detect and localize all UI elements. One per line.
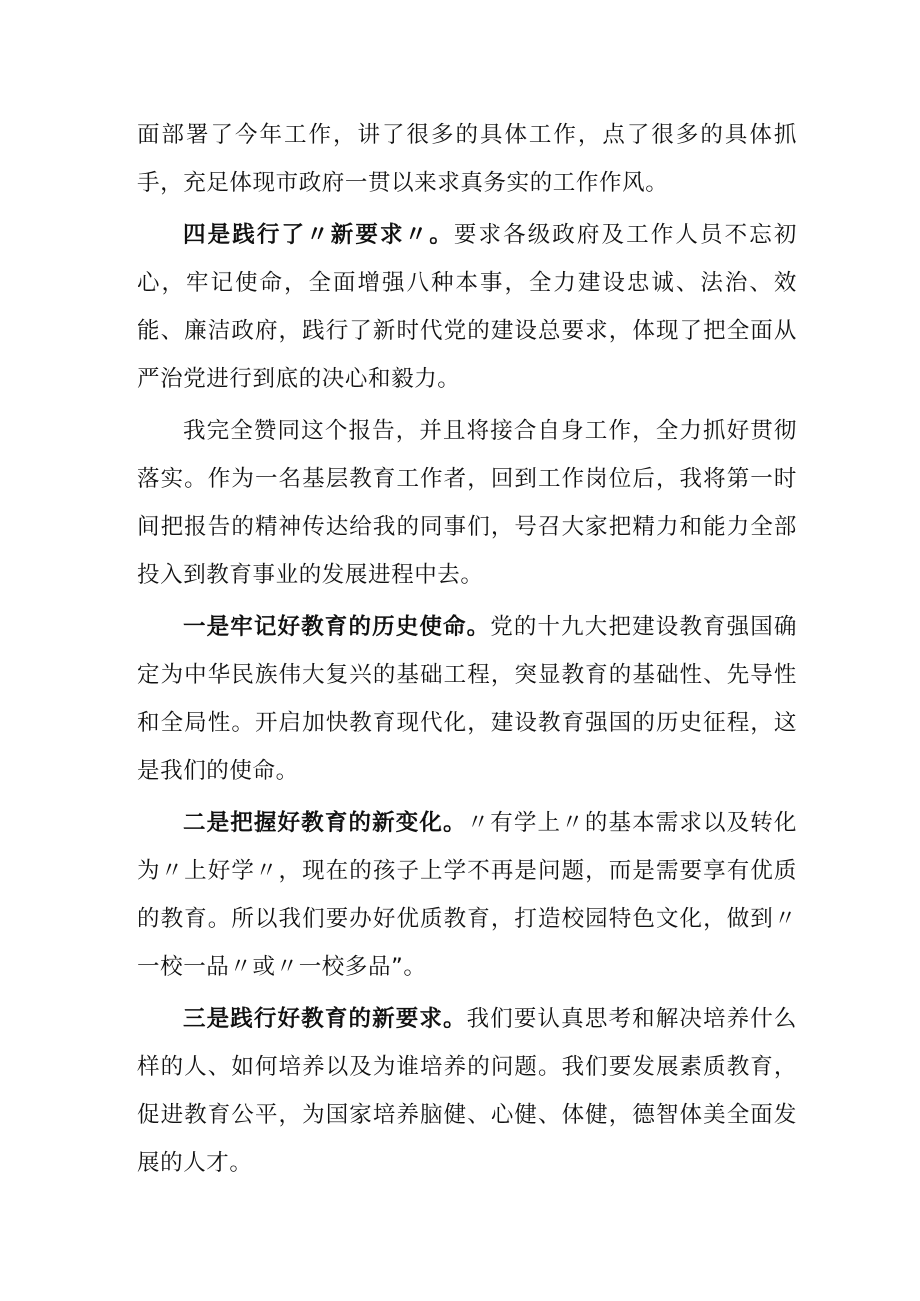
paragraph-text: 党的十九大把建设教育强国确定为中华民族伟大复兴的基础工程，突显教育的基础性、先导性和全局性。开启加快教育现代化，建设教育强国的历史征程，这是我们的使命。: [137, 614, 797, 784]
paragraph-point-two: [137, 799, 797, 991]
paragraph-continuation: [137, 111, 797, 207]
paragraph-text: 要求各级政府及工作人员不忘初心，牢记使命，全面增强八种本事，全力建设忠诚、法治、效能、廉洁政府，践行了新时代党的建设总要求，体现了把全面从严治党进行到底的决心和毅力。: [137, 222, 797, 392]
paragraph-text: 〃有学上〃的基本需求以及转化为〃上好学〃，现在的孩子上学不再是问题，而是需要享有优质的教育。所以我们要办好优质教育，打造校园特色文化，做到〃一校一品〃或〃一校多品”。: [137, 810, 798, 980]
paragraph-lead: 三是践行好教育的新要求。: [183, 1006, 467, 1032]
paragraph-lead: 四是践行了〃新要求〃。: [183, 222, 454, 248]
paragraph-lead: 二是把握好教育的新变化。: [183, 810, 467, 836]
paragraph-text: 面部署了今年工作，讲了很多的具体工作，点了很多的具体抓手，充足体现市政府一贯以来求真务实的工作作风。: [137, 122, 797, 196]
paragraph-text: 我们要认真思考和解决培养什么样的人、如何培养以及为谁培养的问题。我们要发展素质教育，促进教育公平，为国家培养脑健、心健、体健，德智体美全面发展的人才。: [137, 1006, 798, 1176]
paragraph-point-three: [137, 995, 797, 1187]
paragraph-lead: 一是牢记好教育的历史使命。: [183, 614, 491, 640]
document-body: [137, 111, 797, 1187]
paragraph-point-four: [137, 211, 797, 403]
paragraph-endorsement: [137, 407, 797, 599]
paragraph-text: 我完全赞同这个报告，并且将接合自身工作，全力抓好贯彻落实。作为一名基层教育工作者，回到工作岗位后，我将第一时间把报告的精神传达给我的同事们，号召大家把精力和能力全部投入到教育事业的发展进程中去。: [137, 418, 797, 588]
paragraph-point-one: [137, 603, 797, 795]
